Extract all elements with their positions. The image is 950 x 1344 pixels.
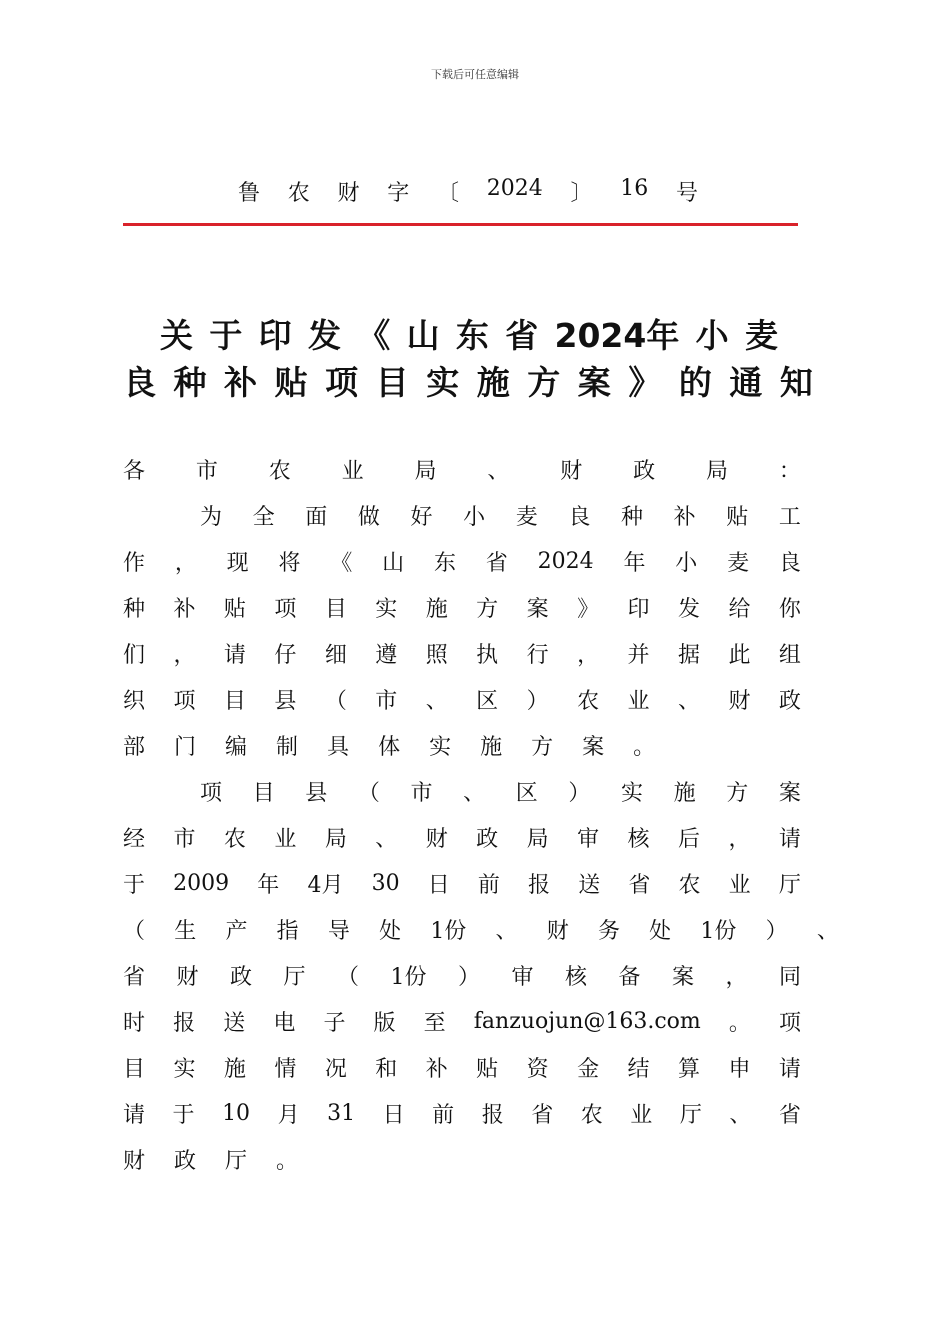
text-token: 县 xyxy=(274,688,297,714)
text-token: 审 xyxy=(511,964,534,990)
document-number xyxy=(238,176,698,207)
text-token: 补 xyxy=(173,596,196,622)
paragraph-2-line-4 xyxy=(123,913,839,945)
text-token: 请 xyxy=(123,1102,146,1128)
text-token: 厅 xyxy=(225,1148,248,1174)
text-token: 报 xyxy=(481,1102,504,1128)
text-token: 小 xyxy=(463,504,486,530)
paragraph-2-line-5 xyxy=(123,959,801,991)
text-token: 送 xyxy=(223,1010,246,1036)
text-token: 细 xyxy=(324,642,347,668)
text-token: 省 xyxy=(531,1102,554,1128)
text-token: ） xyxy=(568,780,591,806)
text-token: 字 xyxy=(387,181,410,206)
text-token: 实 xyxy=(429,734,452,760)
text-token: 实 xyxy=(426,363,460,402)
text-token: 、 xyxy=(495,918,518,944)
text-token: 种 xyxy=(123,596,146,622)
text-token: 报 xyxy=(528,872,551,898)
text-token: 厅 xyxy=(778,872,801,898)
text-token: 资 xyxy=(526,1056,549,1082)
text-token: 据 xyxy=(677,642,700,668)
text-token: 财 xyxy=(546,918,569,944)
text-token: ） xyxy=(457,964,480,990)
text-token: 省 xyxy=(778,1102,801,1128)
text-token: 你 xyxy=(778,596,801,622)
text-token: 制 xyxy=(276,734,299,760)
text-token: 区 xyxy=(515,780,538,806)
text-token: 政 xyxy=(633,458,656,484)
text-token: 案 xyxy=(526,596,549,622)
text-token: 具 xyxy=(327,734,350,760)
text-token: 年 xyxy=(257,872,280,898)
text-token: 、 xyxy=(816,918,839,944)
text-token: 小 xyxy=(675,550,698,576)
text-token: 审 xyxy=(577,826,600,852)
text-token: 《 xyxy=(357,316,391,355)
text-token: 请 xyxy=(778,1056,801,1082)
text-token: 务 xyxy=(597,918,620,944)
text-token: 处 xyxy=(379,918,402,944)
text-token: 项 xyxy=(200,780,223,806)
text-token: 施 xyxy=(480,734,503,760)
text-token: 财 xyxy=(337,181,360,206)
text-token: 东 xyxy=(455,316,489,355)
text-token: 小 xyxy=(695,316,729,355)
paragraph-2-line-3 xyxy=(123,867,801,899)
text-token: 市 xyxy=(173,826,196,852)
paragraph-2-line-7 xyxy=(123,1051,801,1083)
text-token: 项 xyxy=(173,688,196,714)
text-token: 好 xyxy=(410,504,433,530)
text-token: 项 xyxy=(778,1010,801,1036)
text-token: ， xyxy=(725,964,748,990)
text-token: 财 xyxy=(425,826,448,852)
text-token: 局 xyxy=(324,826,347,852)
salutation xyxy=(123,453,801,485)
text-token: 部 xyxy=(123,734,146,760)
text-token: 申 xyxy=(728,1056,751,1082)
text-token: 给 xyxy=(728,596,751,622)
text-token: 省 xyxy=(505,316,539,355)
text-token: 》 xyxy=(577,596,600,622)
text-token: 方 xyxy=(726,780,749,806)
text-token: 知 xyxy=(779,363,813,402)
text-token: 省 xyxy=(123,964,146,990)
text-token: 将 xyxy=(278,550,301,576)
text-token: 子 xyxy=(323,1010,346,1036)
text-token: 补 xyxy=(425,1056,448,1082)
text-token: 方 xyxy=(476,596,499,622)
text-token: 生 xyxy=(174,918,197,944)
text-token: 实 xyxy=(375,596,398,622)
text-token: 和 xyxy=(375,1056,398,1082)
text-token: 的 xyxy=(678,363,712,402)
text-token: 于 xyxy=(209,316,243,355)
text-token: 通 xyxy=(729,363,763,402)
text-token: ， xyxy=(174,550,197,576)
text-token: 补 xyxy=(673,504,696,530)
text-token: 方 xyxy=(531,734,554,760)
text-token: 并 xyxy=(627,642,650,668)
text-token: 织 xyxy=(123,688,146,714)
text-token: 麦 xyxy=(515,504,538,530)
text-token: 业 xyxy=(627,688,650,714)
text-token: 农 xyxy=(268,458,291,484)
text-token: 情 xyxy=(274,1056,297,1082)
paragraph-2-line-1 xyxy=(200,775,801,807)
text-token: 麦 xyxy=(727,550,750,576)
text-token: 核 xyxy=(564,964,587,990)
text-token: 经 xyxy=(123,826,146,852)
text-token: 。 xyxy=(276,1148,299,1174)
text-token: 厅 xyxy=(283,964,306,990)
text-token: 案 xyxy=(778,780,801,806)
text-token: ： xyxy=(778,458,801,484)
text-token: 于 xyxy=(123,872,146,898)
text-token: 省 xyxy=(628,872,651,898)
title-line-2 xyxy=(123,357,813,404)
text-token: 结 xyxy=(627,1056,650,1082)
text-token: 时 xyxy=(123,1010,146,1036)
text-token: 2024 xyxy=(537,548,594,574)
text-token: 至 xyxy=(423,1010,446,1036)
text-token: 财 xyxy=(176,964,199,990)
text-token: 各 xyxy=(123,458,146,484)
text-token: 市 xyxy=(410,780,433,806)
text-token: 政 xyxy=(476,826,499,852)
text-token: 仔 xyxy=(274,642,297,668)
text-token: 门 xyxy=(174,734,197,760)
text-token: 1份 xyxy=(700,918,737,944)
text-token: 电 xyxy=(273,1010,296,1036)
text-token: （ xyxy=(324,688,347,714)
text-token: 农 xyxy=(577,688,600,714)
text-token: 贴 xyxy=(274,363,308,402)
text-token: 施 xyxy=(673,780,696,806)
text-token: 业 xyxy=(274,826,297,852)
text-token: 、 xyxy=(677,688,700,714)
text-token: 2024 xyxy=(486,176,543,201)
text-token: 们 xyxy=(123,642,146,668)
text-token: 照 xyxy=(425,642,448,668)
text-token: 。 xyxy=(633,734,656,760)
text-token: 市 xyxy=(195,458,218,484)
text-token: 局 xyxy=(526,826,549,852)
text-token: （ xyxy=(337,964,360,990)
text-token: 财 xyxy=(123,1148,146,1174)
text-token: 〔 xyxy=(437,181,460,206)
text-token: 、 xyxy=(425,688,448,714)
text-token: ） xyxy=(765,918,788,944)
text-token: 农 xyxy=(678,872,701,898)
paragraph-2-line-2 xyxy=(123,821,801,853)
text-token: 政 xyxy=(174,1148,197,1174)
text-token: （ xyxy=(123,918,146,944)
text-token: 行 xyxy=(526,642,549,668)
text-token: 1份 xyxy=(390,964,427,990)
text-token: 业 xyxy=(341,458,364,484)
text-token: 核 xyxy=(627,826,650,852)
text-token: 良 xyxy=(568,504,591,530)
text-token: 指 xyxy=(276,918,299,944)
text-token: 案 xyxy=(577,363,611,402)
text-token: 2024年 xyxy=(554,316,680,355)
text-token: ， xyxy=(577,642,600,668)
text-token: 施 xyxy=(223,1056,246,1082)
text-token: 贴 xyxy=(223,596,246,622)
text-token: 备 xyxy=(618,964,641,990)
text-token: 、 xyxy=(463,780,486,806)
text-token: 鲁 xyxy=(238,181,261,206)
text-token: 种 xyxy=(621,504,644,530)
text-token: 目 xyxy=(223,688,246,714)
text-token: 前 xyxy=(477,872,500,898)
text-token: 执 xyxy=(476,642,499,668)
text-token: 30 xyxy=(371,870,400,896)
text-token: 日 xyxy=(382,1102,405,1128)
text-token: 《 xyxy=(330,550,353,576)
text-token: 1份 xyxy=(430,918,467,944)
text-token: 。 xyxy=(728,1010,751,1036)
text-token: 印 xyxy=(258,316,292,355)
text-token: 政 xyxy=(230,964,253,990)
text-token: 、 xyxy=(729,1102,752,1128)
text-token: 做 xyxy=(357,504,380,530)
text-token: 于 xyxy=(172,1102,195,1128)
text-token: 农 xyxy=(223,826,246,852)
text-token: 、 xyxy=(487,458,510,484)
text-token: 发 xyxy=(677,596,700,622)
header-note: 下载后可任意编辑 xyxy=(431,68,519,81)
text-token: 案 xyxy=(582,734,605,760)
text-token: 4月 xyxy=(307,872,344,898)
text-token: 山 xyxy=(406,316,440,355)
text-token: 目 xyxy=(123,1056,146,1082)
text-token: 请 xyxy=(223,642,246,668)
text-token: 麦 xyxy=(744,316,778,355)
text-token: 编 xyxy=(225,734,248,760)
text-token: 方 xyxy=(527,363,561,402)
text-token: 目 xyxy=(252,780,275,806)
text-token: ） xyxy=(526,688,549,714)
text-token: 目 xyxy=(375,363,409,402)
text-token: 此 xyxy=(728,642,751,668)
red-divider xyxy=(123,223,798,226)
text-token: 工 xyxy=(778,504,801,530)
paragraph-1-line-5 xyxy=(123,683,801,715)
text-token: 》 xyxy=(628,363,662,402)
text-token: 目 xyxy=(324,596,347,622)
paragraph-1-line-1 xyxy=(200,499,801,531)
text-token: 区 xyxy=(476,688,499,714)
text-token: 业 xyxy=(630,1102,653,1128)
text-token: 导 xyxy=(327,918,350,944)
text-token: 业 xyxy=(728,872,751,898)
paragraph-2-line-9 xyxy=(123,1143,801,1175)
text-token: 省 xyxy=(485,550,508,576)
text-token: 贴 xyxy=(476,1056,499,1082)
text-token: 实 xyxy=(621,780,644,806)
text-token: 况 xyxy=(324,1056,347,1082)
text-token: 前 xyxy=(432,1102,455,1128)
text-token: ， xyxy=(728,826,751,852)
text-token: 发 xyxy=(307,316,341,355)
paragraph-2-line-6 xyxy=(123,1005,801,1037)
text-token: 面 xyxy=(305,504,328,530)
text-token: 施 xyxy=(476,363,510,402)
text-token: 印 xyxy=(627,596,650,622)
text-token: 案 xyxy=(671,964,694,990)
text-token: 厅 xyxy=(679,1102,702,1128)
text-token: 政 xyxy=(778,688,801,714)
text-token: 送 xyxy=(578,872,601,898)
text-token: 金 xyxy=(577,1056,600,1082)
text-token: 良 xyxy=(123,363,156,402)
text-token: 补 xyxy=(224,363,258,402)
text-token: 贴 xyxy=(726,504,749,530)
text-token: fanzuojun@163.com xyxy=(473,1008,701,1034)
text-token: 处 xyxy=(649,918,672,944)
text-token: 农 xyxy=(580,1102,603,1128)
text-token: 月 xyxy=(277,1102,300,1128)
text-token: 东 xyxy=(433,550,456,576)
text-token: 组 xyxy=(778,642,801,668)
text-token: 作 xyxy=(123,550,146,576)
text-token: 〕 xyxy=(570,181,593,206)
text-token: 实 xyxy=(173,1056,196,1082)
text-token: 请 xyxy=(778,826,801,852)
paragraph-1-line-2 xyxy=(123,545,801,577)
text-token: ， xyxy=(173,642,196,668)
text-token: （ xyxy=(357,780,380,806)
text-token: 项 xyxy=(325,363,359,402)
paragraph-1-line-6 xyxy=(123,729,801,761)
text-token: 良 xyxy=(778,550,801,576)
text-token: 日 xyxy=(427,872,450,898)
text-token: 31 xyxy=(327,1100,356,1126)
text-token: 体 xyxy=(378,734,401,760)
text-token: 关 xyxy=(160,316,193,355)
text-token: 施 xyxy=(425,596,448,622)
text-token: 报 xyxy=(173,1010,196,1036)
text-token: 2009 xyxy=(173,870,230,896)
text-token: 同 xyxy=(778,964,801,990)
text-token: 市 xyxy=(375,688,398,714)
paragraph-1-line-4 xyxy=(123,637,801,669)
title-line-1 xyxy=(160,310,778,357)
text-token: 遵 xyxy=(375,642,398,668)
text-token: 年 xyxy=(623,550,646,576)
text-token: 10 xyxy=(222,1100,251,1126)
text-token: 全 xyxy=(252,504,275,530)
text-token: 号 xyxy=(675,181,698,206)
text-token: 县 xyxy=(305,780,328,806)
text-token: 财 xyxy=(560,458,583,484)
text-token: 现 xyxy=(226,550,249,576)
text-token: 种 xyxy=(173,363,207,402)
text-token: 山 xyxy=(382,550,405,576)
text-token: 版 xyxy=(373,1010,396,1036)
text-token: 局 xyxy=(706,458,729,484)
text-token: 局 xyxy=(414,458,437,484)
text-token: 项 xyxy=(274,596,297,622)
paragraph-2-line-8 xyxy=(123,1097,801,1129)
text-token: 财 xyxy=(728,688,751,714)
paragraph-1-line-3 xyxy=(123,591,801,623)
text-token: 后 xyxy=(677,826,700,852)
text-token: 为 xyxy=(200,504,223,530)
text-token: 16 xyxy=(620,176,649,201)
text-token: 农 xyxy=(287,181,310,206)
text-token: 、 xyxy=(375,826,398,852)
text-token: 算 xyxy=(677,1056,700,1082)
text-token: 产 xyxy=(225,918,248,944)
